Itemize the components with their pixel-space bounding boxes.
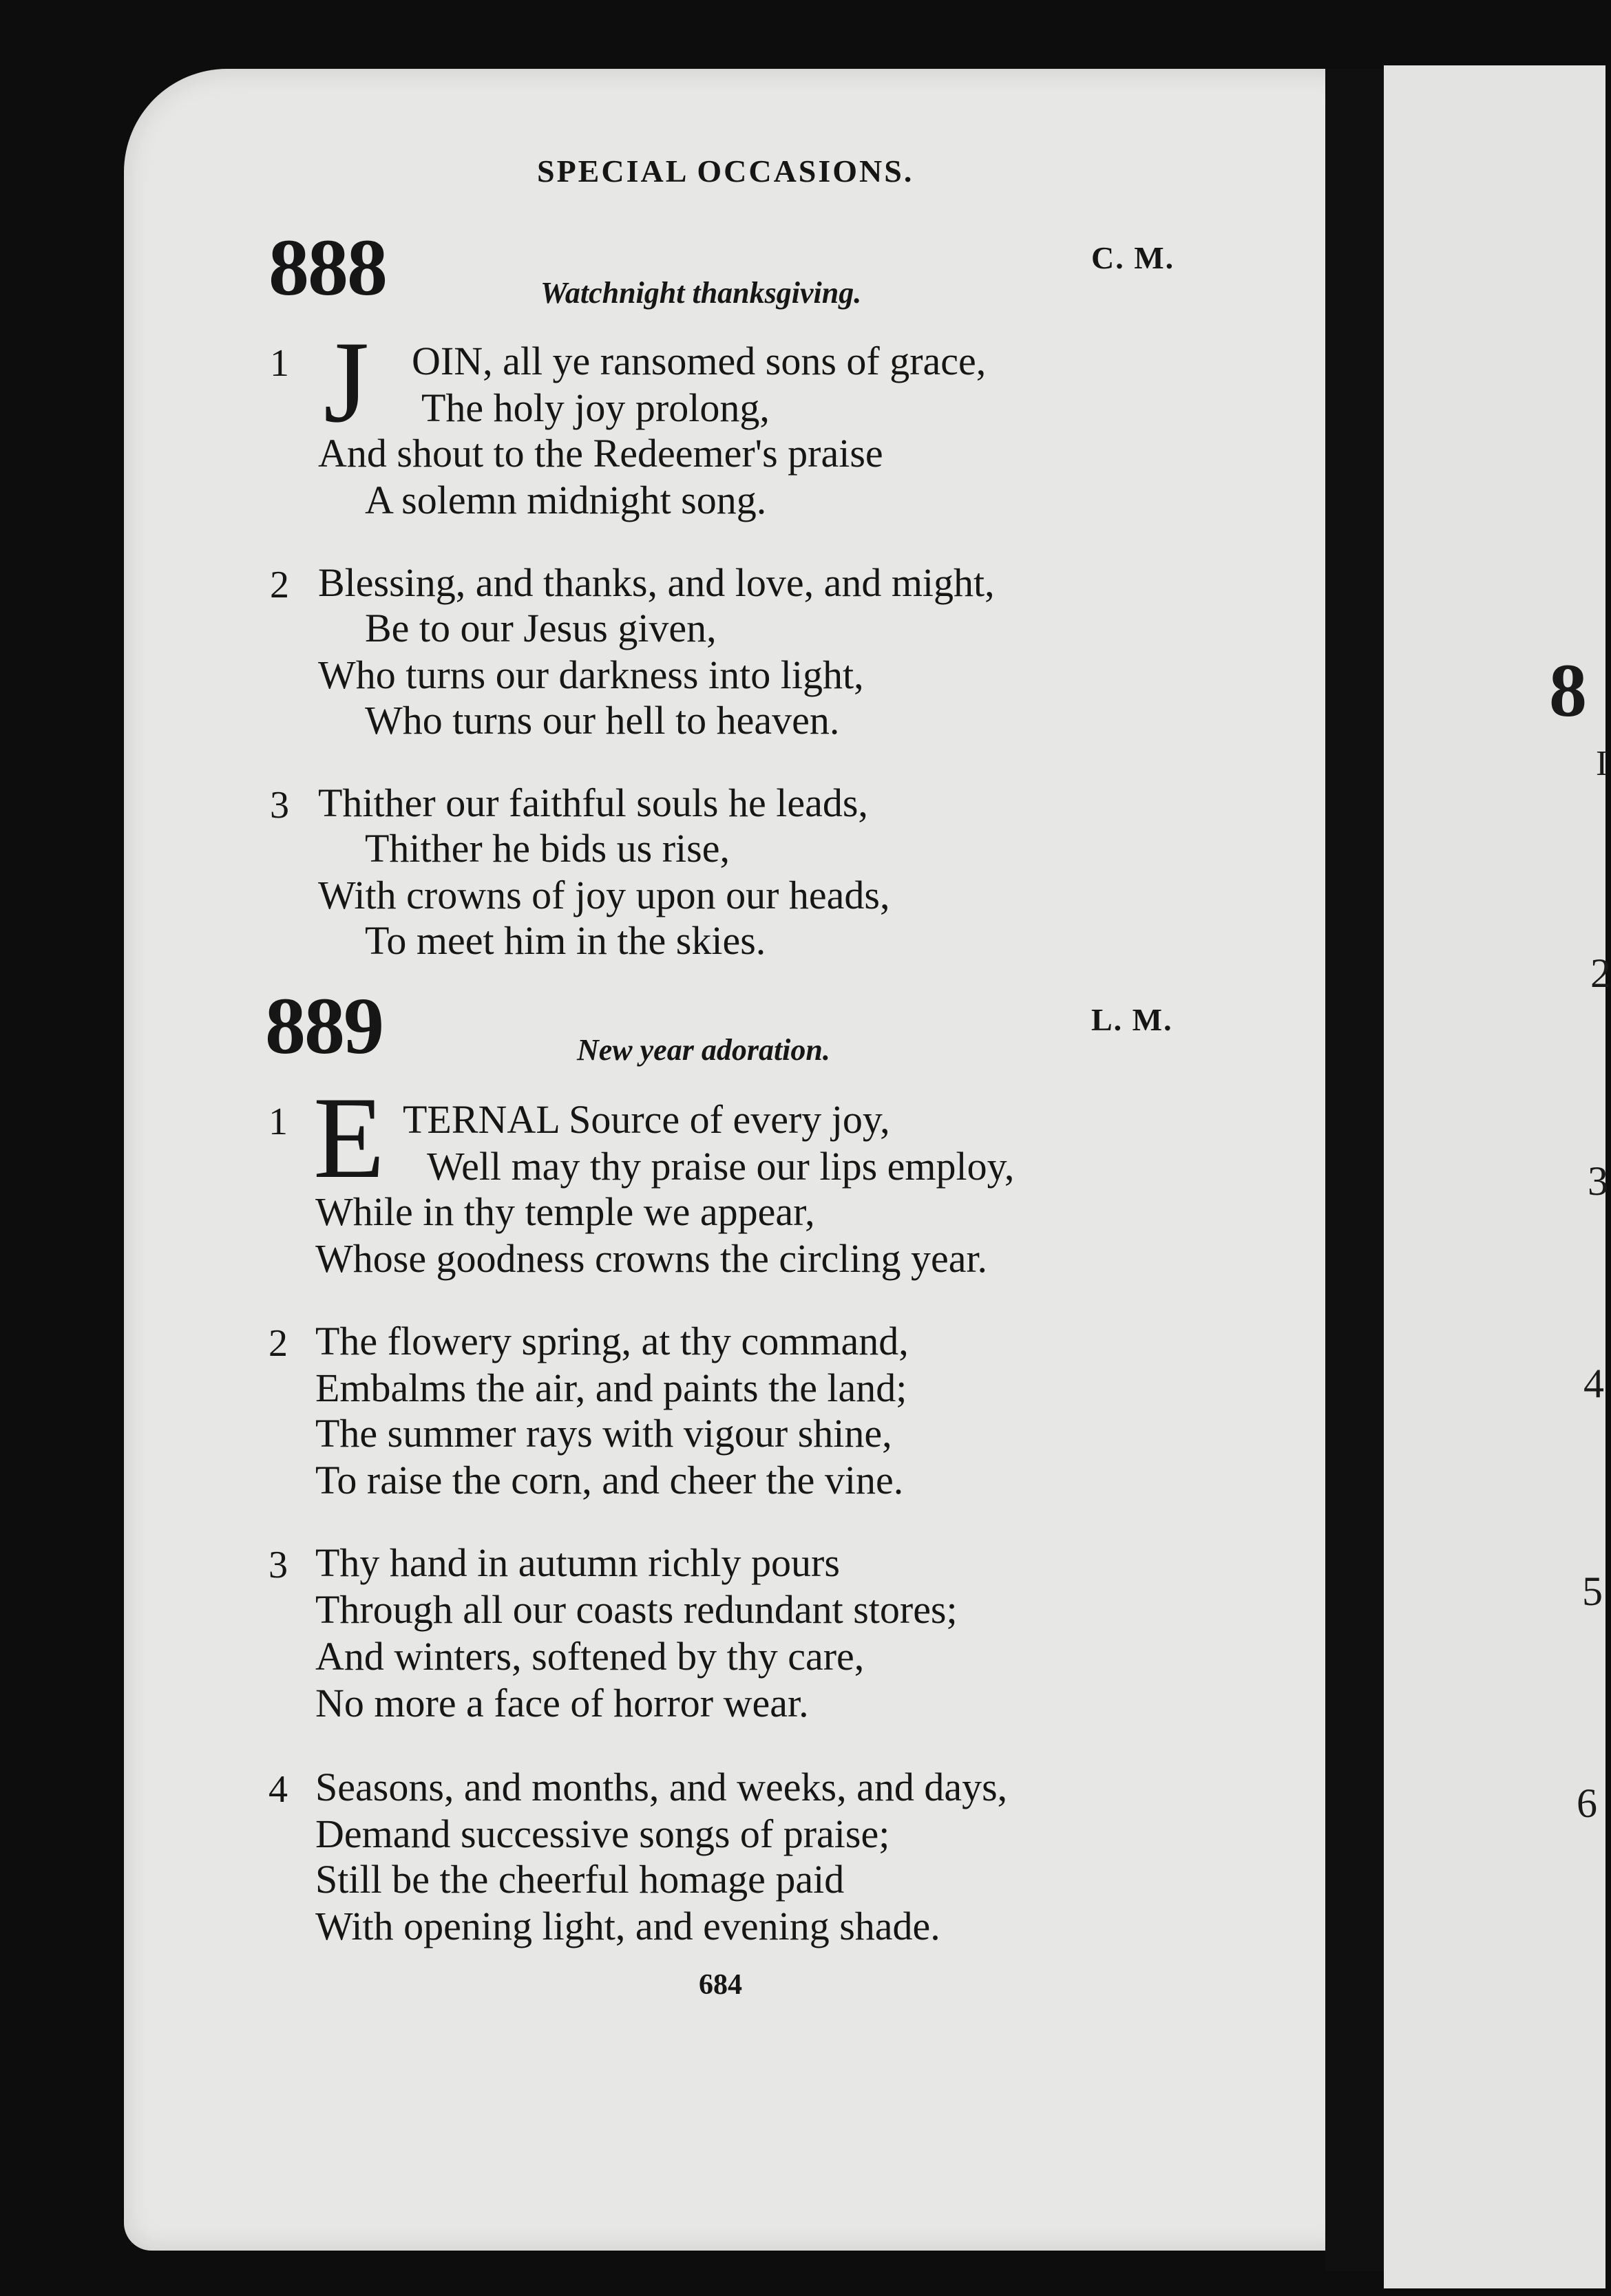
verse-line: TERNAL Source of every joy, [403, 1097, 890, 1142]
verse-number: 2 [270, 564, 289, 606]
next-page-fragment: 6 [1577, 1781, 1597, 1826]
verse-line: Still be the cheerful homage paid [315, 1857, 845, 1902]
next-page-fragment: 5 [1582, 1569, 1603, 1614]
book-gutter [1325, 69, 1384, 2271]
verse-number: 4 [268, 1768, 288, 1811]
verse-line: Well may thy praise our lips employ, [427, 1144, 1015, 1189]
hymn-title: Watchnight thanksgiving. [540, 276, 862, 310]
verse-number: 2 [268, 1322, 288, 1365]
verse-line: Thither he bids us rise, [365, 826, 730, 871]
verse-line: Who turns our darkness into light, [318, 652, 864, 697]
verse-line: Seasons, and months, and weeks, and days, [315, 1765, 1008, 1809]
hymn-number: 889 [265, 981, 383, 1071]
verse-line: Be to our Jesus given, [365, 606, 717, 650]
verse-number: 1 [270, 342, 289, 385]
verse-line: No more a face of horror wear. [315, 1681, 809, 1725]
verse-number: 3 [270, 784, 289, 827]
verse-line: OIN, all ye ransomed sons of grace, [412, 339, 987, 383]
verse-line: A solemn midnight song. [365, 478, 767, 522]
hymn-title: New year adoration. [577, 1033, 830, 1067]
verse-line: The flowery spring, at thy command, [315, 1319, 909, 1363]
verse-line: Whose goodness crowns the circling year. [315, 1236, 988, 1281]
drop-cap: J [324, 317, 370, 447]
verse-line: The holy joy prolong, [421, 385, 770, 430]
next-page-fragment: 4 [1583, 1361, 1604, 1406]
drop-cap: E [313, 1073, 385, 1202]
verse-line: Thither our faithful souls he leads, [318, 780, 868, 825]
verse-line: Embalms the air, and paints the land; [315, 1365, 907, 1410]
next-page-fragment: I [1596, 744, 1608, 783]
verse-line: Thy hand in autumn richly pours [315, 1540, 840, 1585]
verse-line: Blessing, and thanks, and love, and might, [318, 560, 995, 605]
verse-line: And shout to the Redeemer's praise [318, 431, 883, 476]
verse-line: With opening light, and evening shade. [315, 1904, 940, 1948]
verse-line: To meet him in the skies. [365, 918, 766, 963]
next-page-fragment: 3 [1588, 1158, 1608, 1204]
next-page-fragment: 2 [1590, 950, 1611, 996]
verse-number: 3 [268, 1544, 288, 1586]
adjacent-page [1384, 65, 1605, 2288]
running-head: SPECIAL OCCASIONS. [537, 153, 914, 189]
verse-number: 1 [268, 1101, 288, 1143]
verse-line: The summer rays with vigour shine, [315, 1411, 892, 1456]
verse-line: Who turns our hell to heaven. [365, 698, 840, 743]
verse-line: Through all our coasts redundant stores; [315, 1587, 958, 1632]
verse-line: To raise the corn, and cheer the vine. [315, 1458, 904, 1502]
verse-line: While in thy temple we appear, [315, 1189, 815, 1234]
verse-line: Demand successive songs of praise; [315, 1811, 890, 1856]
page-number: 684 [699, 1969, 742, 2001]
next-page-fragment: 8 [1549, 648, 1587, 732]
verse-line: And winters, softened by thy care, [315, 1634, 865, 1679]
hymn-meter: C. M. [1091, 240, 1175, 275]
hymn-number: 888 [268, 222, 386, 312]
hymn-meter: L. M. [1091, 1002, 1173, 1037]
verse-line: With crowns of joy upon our heads, [318, 873, 890, 917]
